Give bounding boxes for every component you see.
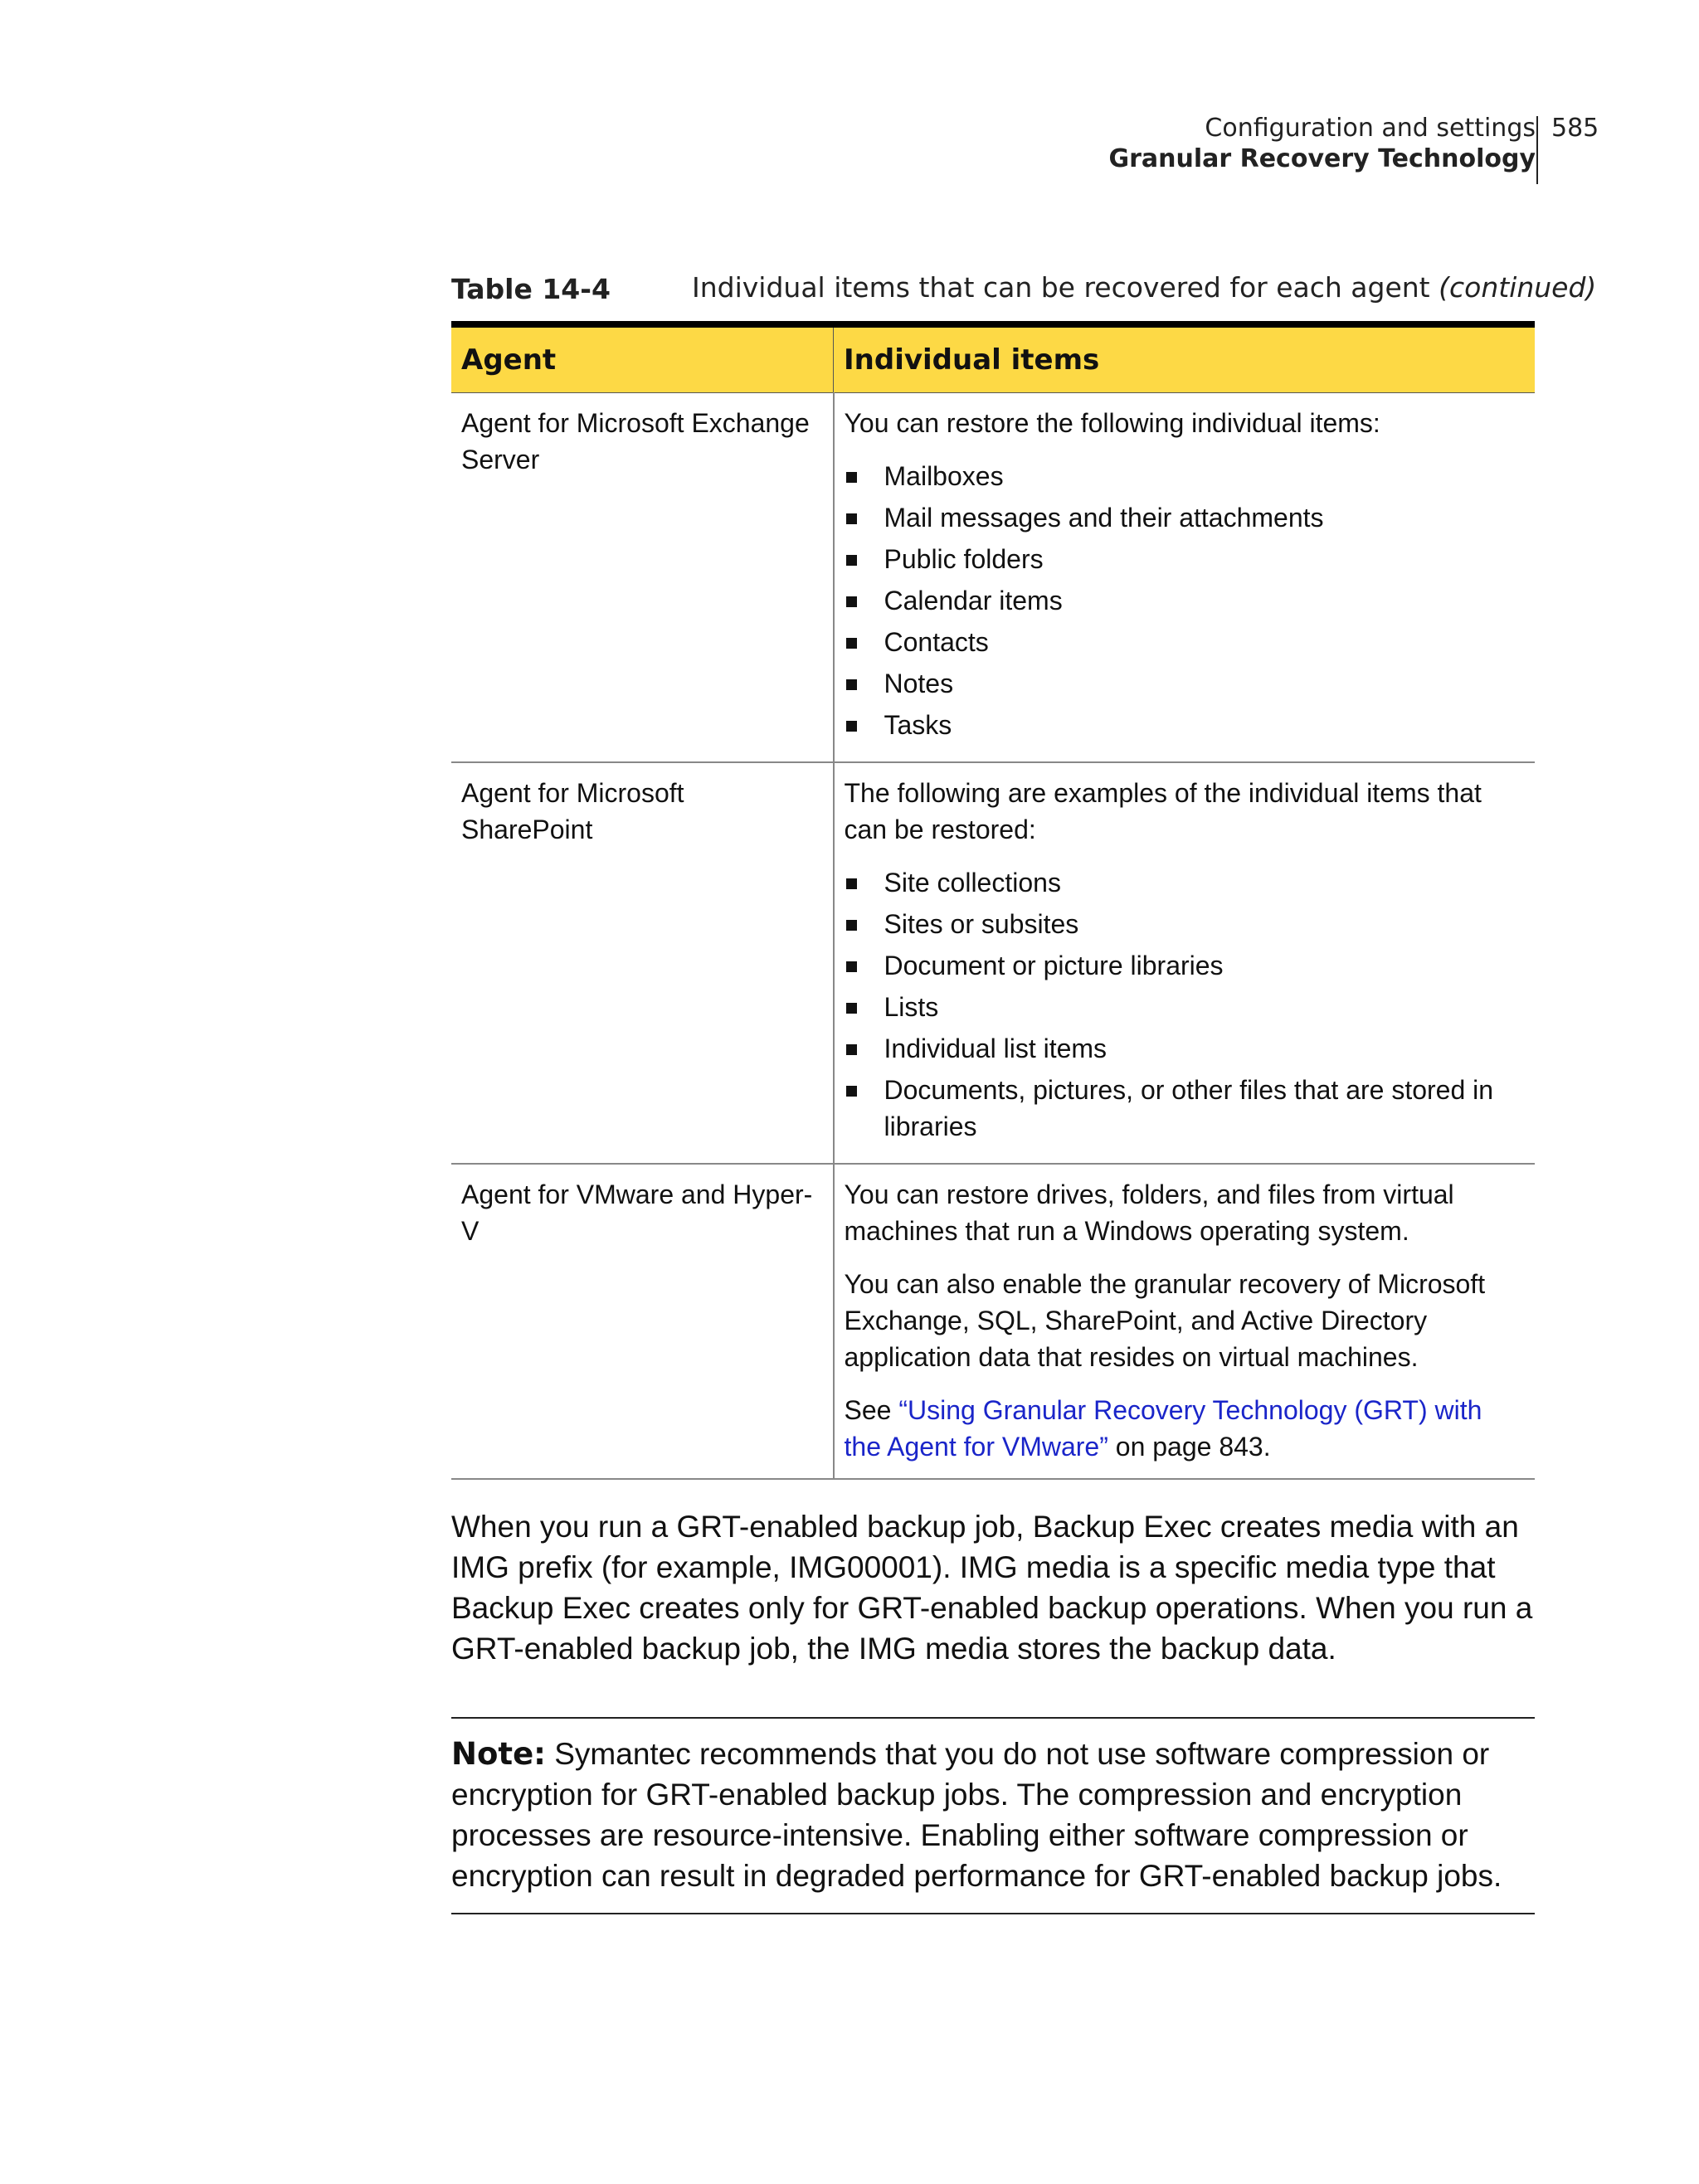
- list-item: Site collections: [845, 864, 1526, 901]
- list-item: Calendar items: [845, 582, 1526, 619]
- header-divider: [1536, 116, 1538, 184]
- table-title: [692, 270, 1596, 306]
- table-row: [451, 393, 1535, 763]
- items-cell: [834, 393, 1536, 763]
- list-item: Sites or subsites: [845, 906, 1526, 942]
- page-number: 585: [1551, 114, 1599, 143]
- items-cell: [834, 762, 1536, 1164]
- agent-cell: Agent for VMware and Hyper-V: [451, 1164, 834, 1479]
- table-row: [451, 762, 1535, 1164]
- list-item: Public folders: [845, 541, 1526, 577]
- items-cell: [834, 1164, 1536, 1479]
- section-title: Granular Recovery Technology: [1108, 144, 1536, 173]
- body-paragraph: When you run a GRT-enabled backup job, Backup Exec creates media with an IMG prefix (for example, IMG00001). IMG media is a specific media type that Backup Exec creates only for GRT-enabled backup operations. When you run a GRT-enabled backup job, the IMG media stores the backup data.: [451, 1510, 1533, 1666]
- table-title-suffix: (continued): [1439, 271, 1597, 304]
- column-header-agent: Agent: [451, 324, 834, 393]
- cross-reference-link[interactable]: “Using Granular Recovery Technology (GRT) with the Agent for VMware”: [844, 1395, 1482, 1462]
- list-item: Tasks: [845, 707, 1526, 743]
- agent-cell: Agent for Microsoft Exchange Server: [451, 393, 834, 763]
- running-header: [0, 113, 1699, 187]
- list-item: Lists: [845, 989, 1526, 1025]
- note-text: Symantec recommends that you do not use software compression or encryption for GRT-enabled backup jobs. The compression and encryption processes are resource-intensive. Enabling either software compression or encryption can result in degraded performance for GRT-enabled backup jobs.: [451, 1737, 1502, 1893]
- table-header-row: [451, 324, 1535, 393]
- list-item: Individual list items: [845, 1030, 1526, 1067]
- see-suffix: on page 843.: [1115, 1432, 1271, 1462]
- table-row: [451, 1164, 1535, 1479]
- list-item: Notes: [845, 665, 1526, 702]
- chapter-title: Configuration and settings: [1205, 114, 1536, 143]
- table-label: Table 14-4: [451, 273, 611, 305]
- agent-cell: Agent for Microsoft SharePoint: [451, 762, 834, 1164]
- list-item: Mailboxes: [845, 458, 1526, 494]
- item-list: [845, 458, 1526, 743]
- item-list: [845, 864, 1526, 1145]
- cell-paragraph: You can also enable the granular recovery of Microsoft Exchange, SQL, SharePoint, and Active Directory application data that resides on virtual machines.: [844, 1269, 1486, 1372]
- cell-intro: You can restore the following individual items:: [844, 408, 1380, 438]
- list-item: Document or picture libraries: [845, 947, 1526, 984]
- agent-items-table: [451, 321, 1535, 1480]
- note-box: [451, 1717, 1535, 1914]
- see-prefix: See: [844, 1395, 892, 1425]
- table-title-text: Individual items that can be recovered for each agent: [692, 271, 1430, 304]
- list-item: Mail messages and their attachments: [845, 499, 1526, 536]
- column-header-individual-items: Individual items: [834, 324, 1536, 393]
- cell-paragraph: You can restore drives, folders, and files from virtual machines that run a Windows operating system.: [844, 1180, 1454, 1246]
- see-reference: [845, 1392, 1526, 1465]
- running-header-text: [1108, 113, 1536, 174]
- note-label: Note:: [451, 1736, 546, 1772]
- list-item: Documents, pictures, or other files that are stored in libraries: [845, 1072, 1526, 1145]
- cell-intro: The following are examples of the individual items that can be restored:: [844, 778, 1482, 844]
- list-item: Contacts: [845, 624, 1526, 660]
- table-caption: [451, 270, 1597, 306]
